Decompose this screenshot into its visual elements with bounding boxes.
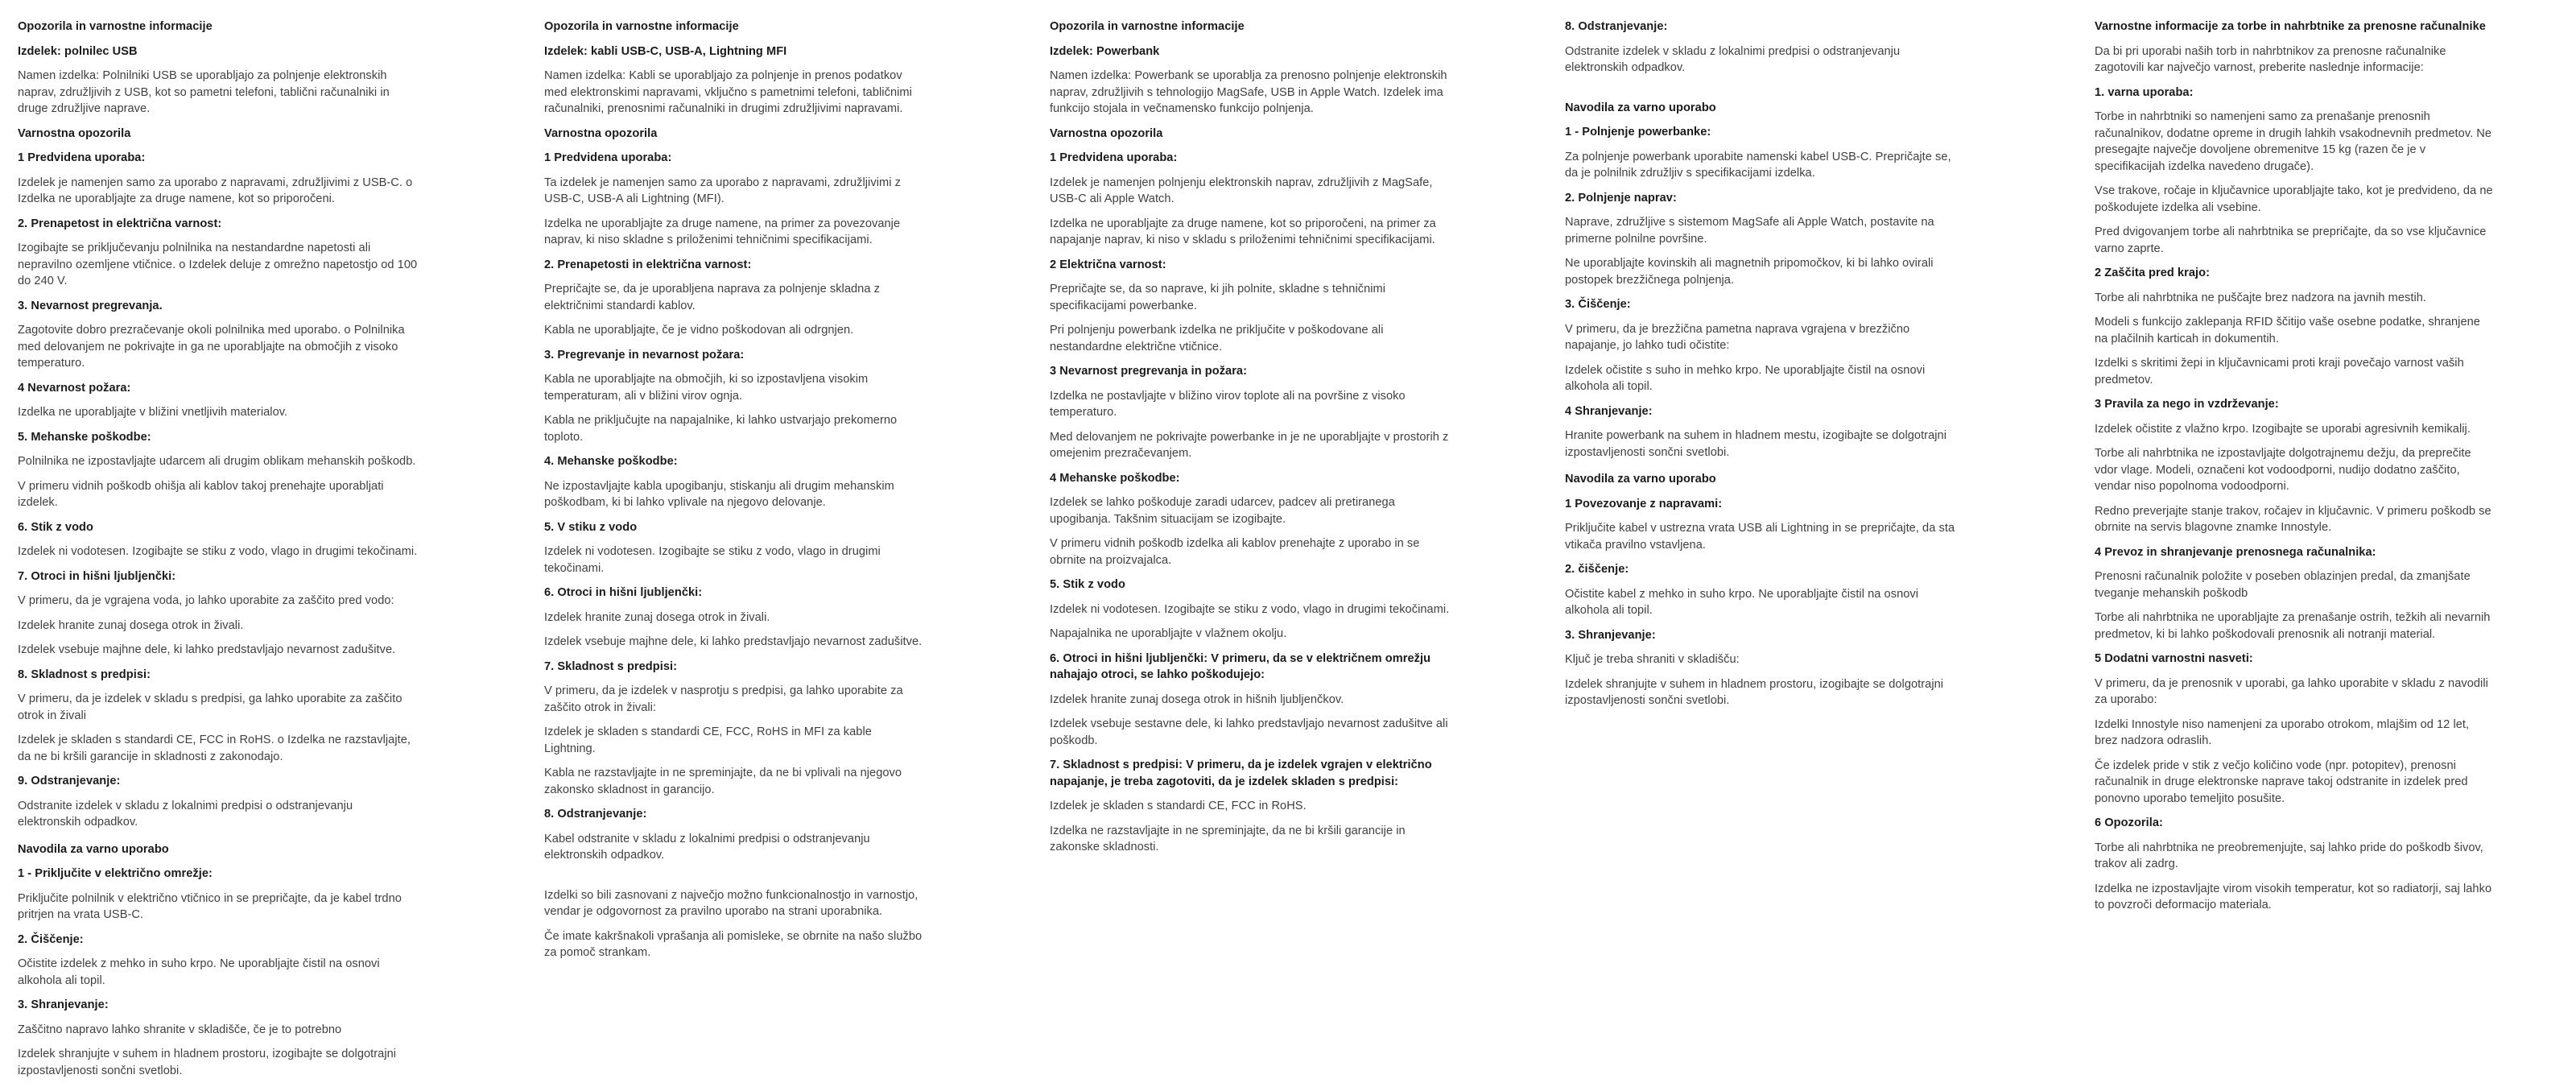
paragraph: Redno preverjajte stanje trakov, ročajev in ključavnic. V primeru poškodb se obrnite na servis blagovne znamke Innostyle. [2095,504,2491,534]
section-heading: 4 Mehanske poškodbe: [1050,471,1180,485]
column-4 [1565,19,1965,717]
section-heading: 5. Mehanske poškodbe: [18,430,151,444]
paragraph: Če izdelek pride v stik z večjo količino vode (npr. potopitev), prenosni računalnik in druge elektronske naprave takoj odstranite in izdelek pred ponovno uporabo temeljito posušite. [2095,758,2468,805]
section-heading: Izdelek: polnilec USB [18,44,138,58]
paragraph: V primeru, da je prenosnik v uporabi, ga lahko uporabite v skladu z navodili za uporabo: [2095,676,2488,706]
paragraph: Izogibajte se priključevanju polnilnika na nestandardne napetosti ali nepravilno ozemljene vtičnice. o Izdelek deluje z omrežno napetostjo od 100 do 240 V. [18,242,418,287]
section-heading: 4 Shranjevanje: [1565,404,1653,418]
section-heading: 7. Skladnost s predpisi: V primeru, da je izdelek vgrajen v električno napajanje, je treba zagotoviti, da je izdelek skladen s predpisi: [1050,758,1432,788]
paragraph: Izdelek shranjujte v suhem in hladnem prostoru, izogibajte se dolgotrajni izpostavljenosti sončni svetlobi. [1565,677,1944,707]
paragraph: Izdelek vsebuje sestavne dele, ki lahko predstavljajo nevarnost zadušitve ali poškodb. [1050,717,1448,747]
paragraph: Izdelek se lahko poškoduje zaradi udarcev, padcev ali pretiranega upogibanja. Takšnim situacijam se izogibajte. [1050,496,1395,526]
column-3 [1050,19,1456,864]
section-heading: 1 - Polnjenje powerbanke: [1565,126,1711,138]
section-heading: 1. varna uporaba: [2095,85,2194,99]
section-heading: Opozorila in varnostne informacije [1050,20,1245,33]
paragraph: Torbe ali nahrbtnika ne preobremenjujte, saj lahko pride do poškodb šivov, trakov ali zadrg. [2095,841,2483,870]
section-heading: 8. Odstranjevanje: [544,808,647,820]
section-heading: Varnostna opozorila [18,126,131,140]
paragraph: Namen izdelka: Polnilniki USB se uporabljajo za polnjenje elektronskih naprav, združljivih z USB, kot so pametni telefoni, tablični računalniki in druge združljive naprave. [18,69,390,115]
section-heading: 3. Shranjevanje: [1565,628,1656,642]
section-heading: 2. Čiščenje: [18,932,84,946]
paragraph: Izdelek je namenjen samo za uporabo z napravami, združljivimi z USB-C. o Izdelka ne uporabljajte za druge namene, kot so priporočeni. [18,176,413,205]
section-heading: 9. Odstranjevanje: [18,775,121,787]
section-heading: 2 Zaščita pred krajo: [2095,267,2210,279]
section-heading: Navodila za varno uporabo [1565,473,1716,486]
paragraph: Izdelek shranjujte v suhem in hladnem prostoru, izogibajte se dolgotrajni izpostavljenosti sončni svetlobi. [18,1048,397,1077]
paragraph: Izdelek ni vodotesen. Izogibajte se stiku z vodo, vlago in drugimi tekočinami. [544,545,881,575]
section-heading: 7. Otroci in hišni ljubljenčki: [18,569,176,583]
section-heading: 2. Prenapetosti in električna varnost: [544,258,752,271]
paragraph: Izdelka ne uporabljajte za druge namene, kot so priporočeni, na primer za napajanje naprav, ki niso v skladu s priloženimi tehničnimi specifikacijami. [1050,217,1436,246]
paragraph: Priključite polnilnik v električno vtičnico in se prepričajte, da je kabel trdno pritrjen na vrata USB-C. [18,891,402,921]
paragraph: V primeru, da je izdelek v nasprotju s predpisi, ga lahko uporabite za zaščito otrok in živali: [544,684,903,714]
paragraph: Prenosni računalnik položite v poseben oblazinjen predal, da zmanjšate tveganje mehanskih poškodb [2095,570,2471,600]
section-heading: 5 Dodatni varnostni nasveti: [2095,652,2253,665]
paragraph: Kabla ne priključujte na napajalnike, ki lahko ustvarjajo prekomerno toploto. [544,414,898,444]
paragraph: Prepričajte se, da so naprave, ki jih polnite, skladne s tehničnimi specifikacijami powerbanke. [1050,283,1386,312]
column-1 [18,19,418,1087]
paragraph: Izdelki Innostyle niso namenjeni za uporabo otrokom, mlajšim od 12 let, brez nadzora odraslih. [2095,717,2470,747]
section-heading: Opozorila in varnostne informacije [18,20,213,33]
section-heading: 2 Električna varnost: [1050,258,1166,271]
paragraph: Izdelek hranite zunaj dosega otrok in živali. [544,610,770,624]
paragraph: Izdelka ne izpostavljajte virom visokih temperatur, kot so radiatorji, saj lahko to povzroči deformacijo materiala. [2095,882,2492,911]
paragraph: Izdelka ne uporabljajte v bližini vnetljivih materialov. [18,406,288,419]
paragraph: Izdelka ne uporabljajte za druge namene, na primer za povezovanje naprav, ki niso skladne s priloženimi tehničnimi specifikacijami. [544,217,901,246]
paragraph: Izdelek je skladen s standardi CE, FCC in RoHS. o Izdelka ne razstavljajte, da ne bi kršili garancije in skladnosti z zakonodajo. [18,734,411,763]
section-heading: 3 Nevarnost pregrevanja in požara: [1050,365,1248,378]
paragraph: Izdelki so bili zasnovani z največjo možno funkcionalnostjo in varnostjo, vendar je odgovornost za pravilno uporabo na strani uporabnika. [544,888,919,918]
paragraph: Izdelek očistite s suho in mehko krpo. Ne uporabljajte čistil na osnovi alkohola ali topil. [1565,363,1926,393]
section-heading: 2. Polnjenje naprav: [1565,191,1677,205]
paragraph: Izdelek ni vodotesen. Izogibajte se stiku z vodo, vlago in drugimi tekočinami. [18,545,418,558]
paragraph: Izdelek je namenjen polnjenju elektronskih naprav, združljivih z MagSafe, USB-C ali Apple Watch. [1050,176,1433,205]
paragraph: Kabel odstranite v skladu z lokalnimi predpisi o odstranjevanju elektronskih odpadkov. [544,832,870,862]
paragraph: Če imate kakršnakoli vprašanja ali pomisleke, se obrnite na našo službo za pomoč strankam. [544,929,923,959]
section-heading: 5. Stik z vodo [1050,578,1125,591]
paragraph: Izdelka ne razstavljajte in ne spreminjajte, da ne bi kršili garancije in zakonske skladnosti. [1050,824,1406,853]
section-heading: 2. Prenapetost in električna varnost: [18,217,222,230]
paragraph: Naprave, združljive s sistemom MagSafe ali Apple Watch, postavite na primerne polnilne površine. [1565,216,1934,246]
section-heading: 8. Skladnost s predpisi: [18,667,151,681]
section-heading: 1 Povezovanje z napravami: [1565,497,1723,510]
paragraph: Pri polnjenju powerbank izdelka ne priključite v poškodovane ali nestandardne električne vtičnice. [1050,324,1384,353]
paragraph: Ključ je treba shraniti v skladišču: [1565,653,1740,666]
section-heading: 6. Stik z vodo [18,520,93,534]
paragraph: V primeru vidnih poškodb izdelka ali kablov prenehajte z uporabo in se obrnite na proizvajalca. [1050,537,1420,567]
column-2 [544,19,924,969]
paragraph: Torbe ali nahrbtnika ne izpostavljajte dolgotrajnemu dežju, da preprečite vdor vlage. Modeli, označeni kot vodoodporni, nudijo dodatno zaščito, vendar niso popolnoma vodoodporni. [2095,447,2471,493]
paragraph: Izdelka ne postavljajte v bližino virov toplote ali na površine z visoko temperaturo. [1050,389,1406,419]
section-heading: 8. Odstranjevanje: [1565,20,1668,33]
section-heading: 3. Shranjevanje: [18,998,109,1011]
paragraph: Kabla ne uporabljajte, če je vidno poškodovan ali odrgnjen. [544,324,854,337]
section-heading: 6. Otroci in hišni ljubljenčki: [544,586,703,599]
paragraph: Ta izdelek je namenjen samo za uporabo z napravami, združljivimi z USB-C, USB-A ali Lightning (MFI). [544,176,901,205]
paragraph: Torbe ali nahrbtnika ne uporabljajte za prenašanje ostrih, težkih ali nevarnih predmetov, ki bi lahko poškodovali prenosnik ali notranji material. [2095,611,2491,641]
section-heading: 1 Predvidena uporaba: [544,151,672,164]
section-heading: 6. Otroci in hišni ljubljenčki: V primeru, da se v električnem omrežju nahajajo otroci, se lahko poškodujejo: [1050,651,1431,681]
paragraph: Ne uporabljajte kovinskih ali magnetnih pripomočkov, ki bi lahko ovirali postopek brezžičnega polnjenja. [1565,257,1934,287]
paragraph: Odstranite izdelek v skladu z lokalnimi predpisi o odstranjevanju elektronskih odpadkov. [1565,44,1901,74]
section-heading: Opozorila in varnostne informacije [544,20,739,33]
paragraph: Izdelek vsebuje majhne dele, ki lahko predstavljajo nevarnost zadušitve. [18,643,396,656]
paragraph: Izdelek hranite zunaj dosega otrok in živali. [18,618,244,632]
paragraph: Napajalnika ne uporabljajte v vlažnem okolju. [1050,627,1287,640]
paragraph: Prepričajte se, da je uporabljena naprava za polnjenje skladna z električnimi standardi kablov. [544,283,880,312]
section-heading: 1 Predvidena uporaba: [18,151,146,164]
column-5 [2095,19,2495,922]
section-heading: 3. Čiščenje: [1565,298,1631,311]
paragraph: Torbe ali nahrbtnika ne puščajte brez nadzora na javnih mestih. [2095,291,2427,304]
paragraph: Izdelki s skritimi žepi in ključavnicami proti kraji povečajo varnost vaših predmetov. [2095,357,2464,386]
section-heading: 2. čiščenje: [1565,563,1629,576]
paragraph: Izdelek očistite z vlažno krpo. Izogibajte se uporabi agresivnih kemikalij. [2095,422,2471,436]
section-heading: Navodila za varno uporabo [1565,101,1716,114]
paragraph: Za polnjenje powerbank uporabite namenski kabel USB-C. Prepričajte se, da je polnilnik združljiv s specifikacijami izdelka. [1565,150,1951,180]
paragraph: Izdelek hranite zunaj dosega otrok in hišnih ljubljenčkov. [1050,692,1344,706]
paragraph: V primeru, da je brezžična pametna naprava vgrajena v brezžično napajanje, jo lahko tudi očistite: [1565,322,1910,352]
paragraph: Izdelek ni vodotesen. Izogibajte se stiku z vodo, vlago in drugimi tekočinami. [1050,602,1450,616]
paragraph: Zagotovite dobro prezračevanje okoli polnilnika med uporabo. o Polnilnika med delovanjem ne pokrivajte in ga ne uporabljajte na območjih z visoko temperaturo. [18,324,405,370]
paragraph: Vse trakove, ročaje in ključavnice uporabljajte tako, kot je predvideno, da ne poškodujete izdelka ali vsebine. [2095,184,2493,214]
paragraph: Da bi pri uporabi naših torb in nahrbtnikov za prenosne računalnike zagotovili kar največjo varnost, preberite naslednje informacije: [2095,44,2446,74]
paragraph: Namen izdelka: Powerbank se uporablja za prenosno polnjenje elektronskih naprav, združljivih s tehnologijo MagSafe, USB in Apple Watch. Izdelek ima funkcijo stojala in večnamensko funkcijo polnjenja. [1050,69,1447,115]
paragraph: Izdelek vsebuje majhne dele, ki lahko predstavljajo nevarnost zadušitve. [544,635,923,648]
section-heading: 1 - Priključite v električno omrežje: [18,867,213,880]
paragraph: Pred dvigovanjem torbe ali nahrbtnika se prepričajte, da so vse ključavnice varno zaprte. [2095,225,2487,255]
paragraph: Izdelek je skladen s standardi CE, FCC, RoHS in MFI za kable Lightning. [544,725,872,755]
section-heading: 6 Opozorila: [2095,816,2163,829]
section-heading: Navodila za varno uporabo [18,842,169,856]
section-heading: 4. Mehanske poškodbe: [544,455,678,468]
section-heading: 4 Nevarnost požara: [18,381,131,395]
section-heading: 1 Predvidena uporaba: [1050,151,1178,164]
paragraph: Torbe in nahrbtniki so namenjeni samo za prenašanje prenosnih računalnikov, dodatne opreme in drugih lahkih vsakodnevnih predmetov. Ne presegajte največje dovoljene obremenitve 15 kg (razen če je v specifikacijah izdelka navedeno drugače). [2095,110,2492,173]
section-heading: Izdelek: Powerbank [1050,44,1160,58]
paragraph: V primeru, da je izdelek v skladu s predpisi, ga lahko uporabite za zaščito otrok in živali [18,692,402,722]
paragraph: Kabla ne uporabljajte na območjih, ki so izpostavljena visokim temperaturam, ali v bližini virov ognja. [544,373,869,403]
paragraph: Zaščitno napravo lahko shranite v skladišče, če je to potrebno [18,1023,342,1036]
paragraph: Očistite izdelek z mehko in suho krpo. Ne uporabljajte čistil na osnovi alkohola ali topil. [18,957,380,987]
paragraph: Polnilnika ne izpostavljajte udarcem ali drugim oblikam mehanskih poškodb. [18,455,416,468]
paragraph: V primeru vidnih poškodb ohišja ali kablov takoj prenehajte uporabljati izdelek. [18,479,384,509]
section-heading: 7. Skladnost s predpisi: [544,659,678,673]
section-heading: 3 Pravila za nego in vzdrževanje: [2095,398,2279,411]
section-heading: Varnostne informacije za torbe in nahrbtnike za prenosne računalnike [2095,20,2486,33]
section-heading: 4 Prevoz in shranjevanje prenosnega računalnika: [2095,545,2376,559]
paragraph: Odstranite izdelek v skladu z lokalnimi predpisi o odstranjevanju elektronskih odpadkov. [18,799,353,829]
paragraph: Kabla ne razstavljajte in ne spreminjajte, da ne bi vplivali na njegovo zakonsko skladnost in garancijo. [544,767,902,796]
paragraph: Izdelek je skladen s standardi CE, FCC in RoHS. [1050,800,1307,812]
paragraph: Očistite kabel z mehko in suho krpo. Ne uporabljajte čistil na osnovi alkohola ali topil. [1565,587,1919,617]
section-heading: 3. Pregrevanje in nevarnost požara: [544,348,745,362]
paragraph: Namen izdelka: Kabli se uporabljajo za polnjenje in prenos podatkov med elektronskimi napravami, vključno s pametnimi telefoni, tabličnimi računalniki, prenosnimi računalniki in drugimi združljivimi napravami. [544,69,912,115]
paragraph: Hranite powerbank na suhem in hladnem mestu, izogibajte se dolgotrajni izpostavljenosti sončni svetlobi. [1565,429,1947,459]
section-heading: 3. Nevarnost pregrevanja. [18,299,163,312]
section-heading: Izdelek: kabli USB-C, USB-A, Lightning MFI [544,44,787,58]
section-heading: Varnostna opozorila [1050,126,1163,140]
section-heading: Varnostna opozorila [544,126,658,140]
paragraph: Modeli s funkcijo zaklepanja RFID ščitijo vaše osebne podatke, shranjene na plačilnih karticah in dokumentih. [2095,316,2480,345]
section-heading: 5. V stiku z vodo [544,520,638,534]
paragraph: V primeru, da je vgrajena voda, jo lahko uporabite za zaščito pred vodo: [18,594,394,607]
paragraph: Ne izpostavljajte kabla upogibanju, stiskanju ali drugim mehanskim poškodbam, ki bi lahko vplivale na njegovo delovanje. [544,479,894,509]
paragraph: Med delovanjem ne pokrivajte powerbanke in je ne uporabljajte v prostorih z omejenim prezračevanjem. [1050,430,1449,460]
paragraph: Priključite kabel v ustrezna vrata USB ali Lightning in se prepričajte, da sta vtikača pravilno vstavljena. [1565,522,1955,552]
